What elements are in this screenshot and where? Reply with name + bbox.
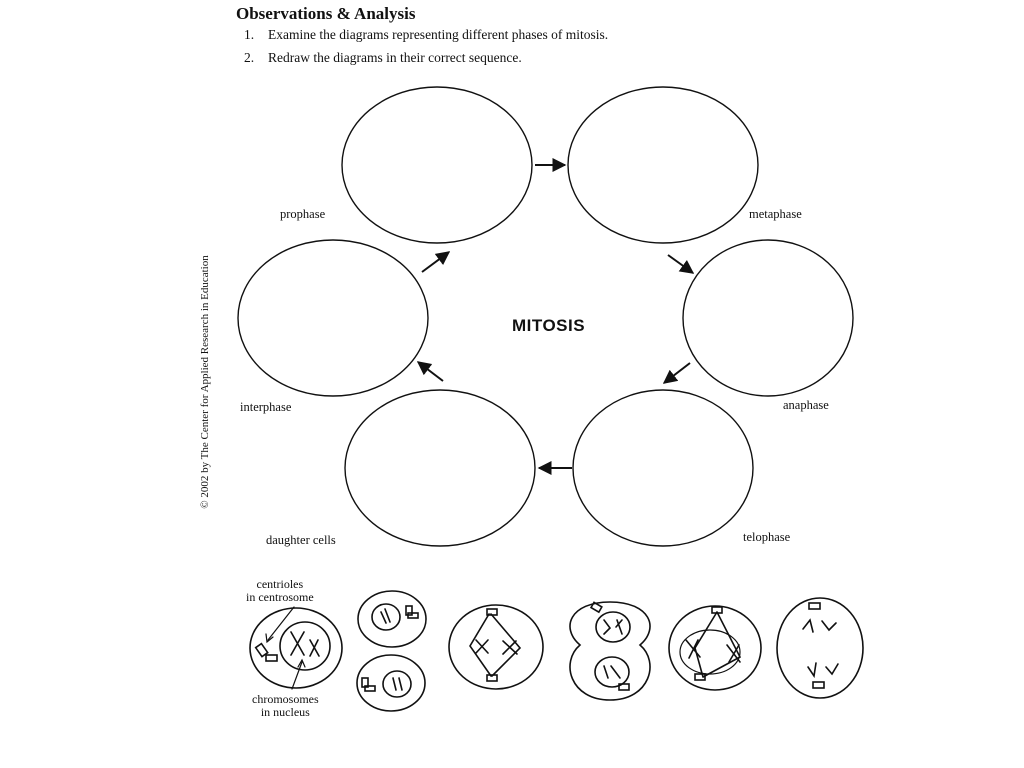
- label-line: in centrosome: [246, 590, 314, 604]
- label-daughter-cells: daughter cells: [266, 533, 336, 547]
- drawing-interphase-cell: [250, 607, 342, 689]
- label-line: chromosomes: [252, 692, 319, 706]
- instruction-number: 1.: [244, 27, 255, 42]
- instruction-text: Redraw the diagrams in their correct sequence.: [268, 50, 522, 65]
- label-line: in nucleus: [260, 705, 310, 719]
- label-metaphase: metaphase: [749, 207, 802, 221]
- label-interphase: interphase: [240, 400, 292, 414]
- instruction-number: 2.: [244, 50, 255, 65]
- mitosis-title: MITOSIS: [512, 316, 586, 335]
- section-heading: Observations & Analysis: [236, 4, 416, 23]
- label-telophase: telophase: [743, 530, 791, 544]
- drawing-anaphase-cell: [777, 598, 863, 698]
- drawing-metaphase-cell: [449, 605, 543, 689]
- label-line: centrioles: [256, 577, 304, 591]
- label-anaphase: anaphase: [783, 398, 829, 412]
- drawing-daughter-cells: [357, 591, 426, 711]
- drawing-prophase-cell: [669, 606, 761, 690]
- drawing-telophase-cell: [570, 602, 650, 700]
- label-prophase: prophase: [280, 207, 326, 221]
- copyright-notice: © 2002 by The Center for Applied Research in Education: [199, 255, 211, 509]
- instruction-text: Examine the diagrams representing different phases of mitosis.: [268, 27, 609, 42]
